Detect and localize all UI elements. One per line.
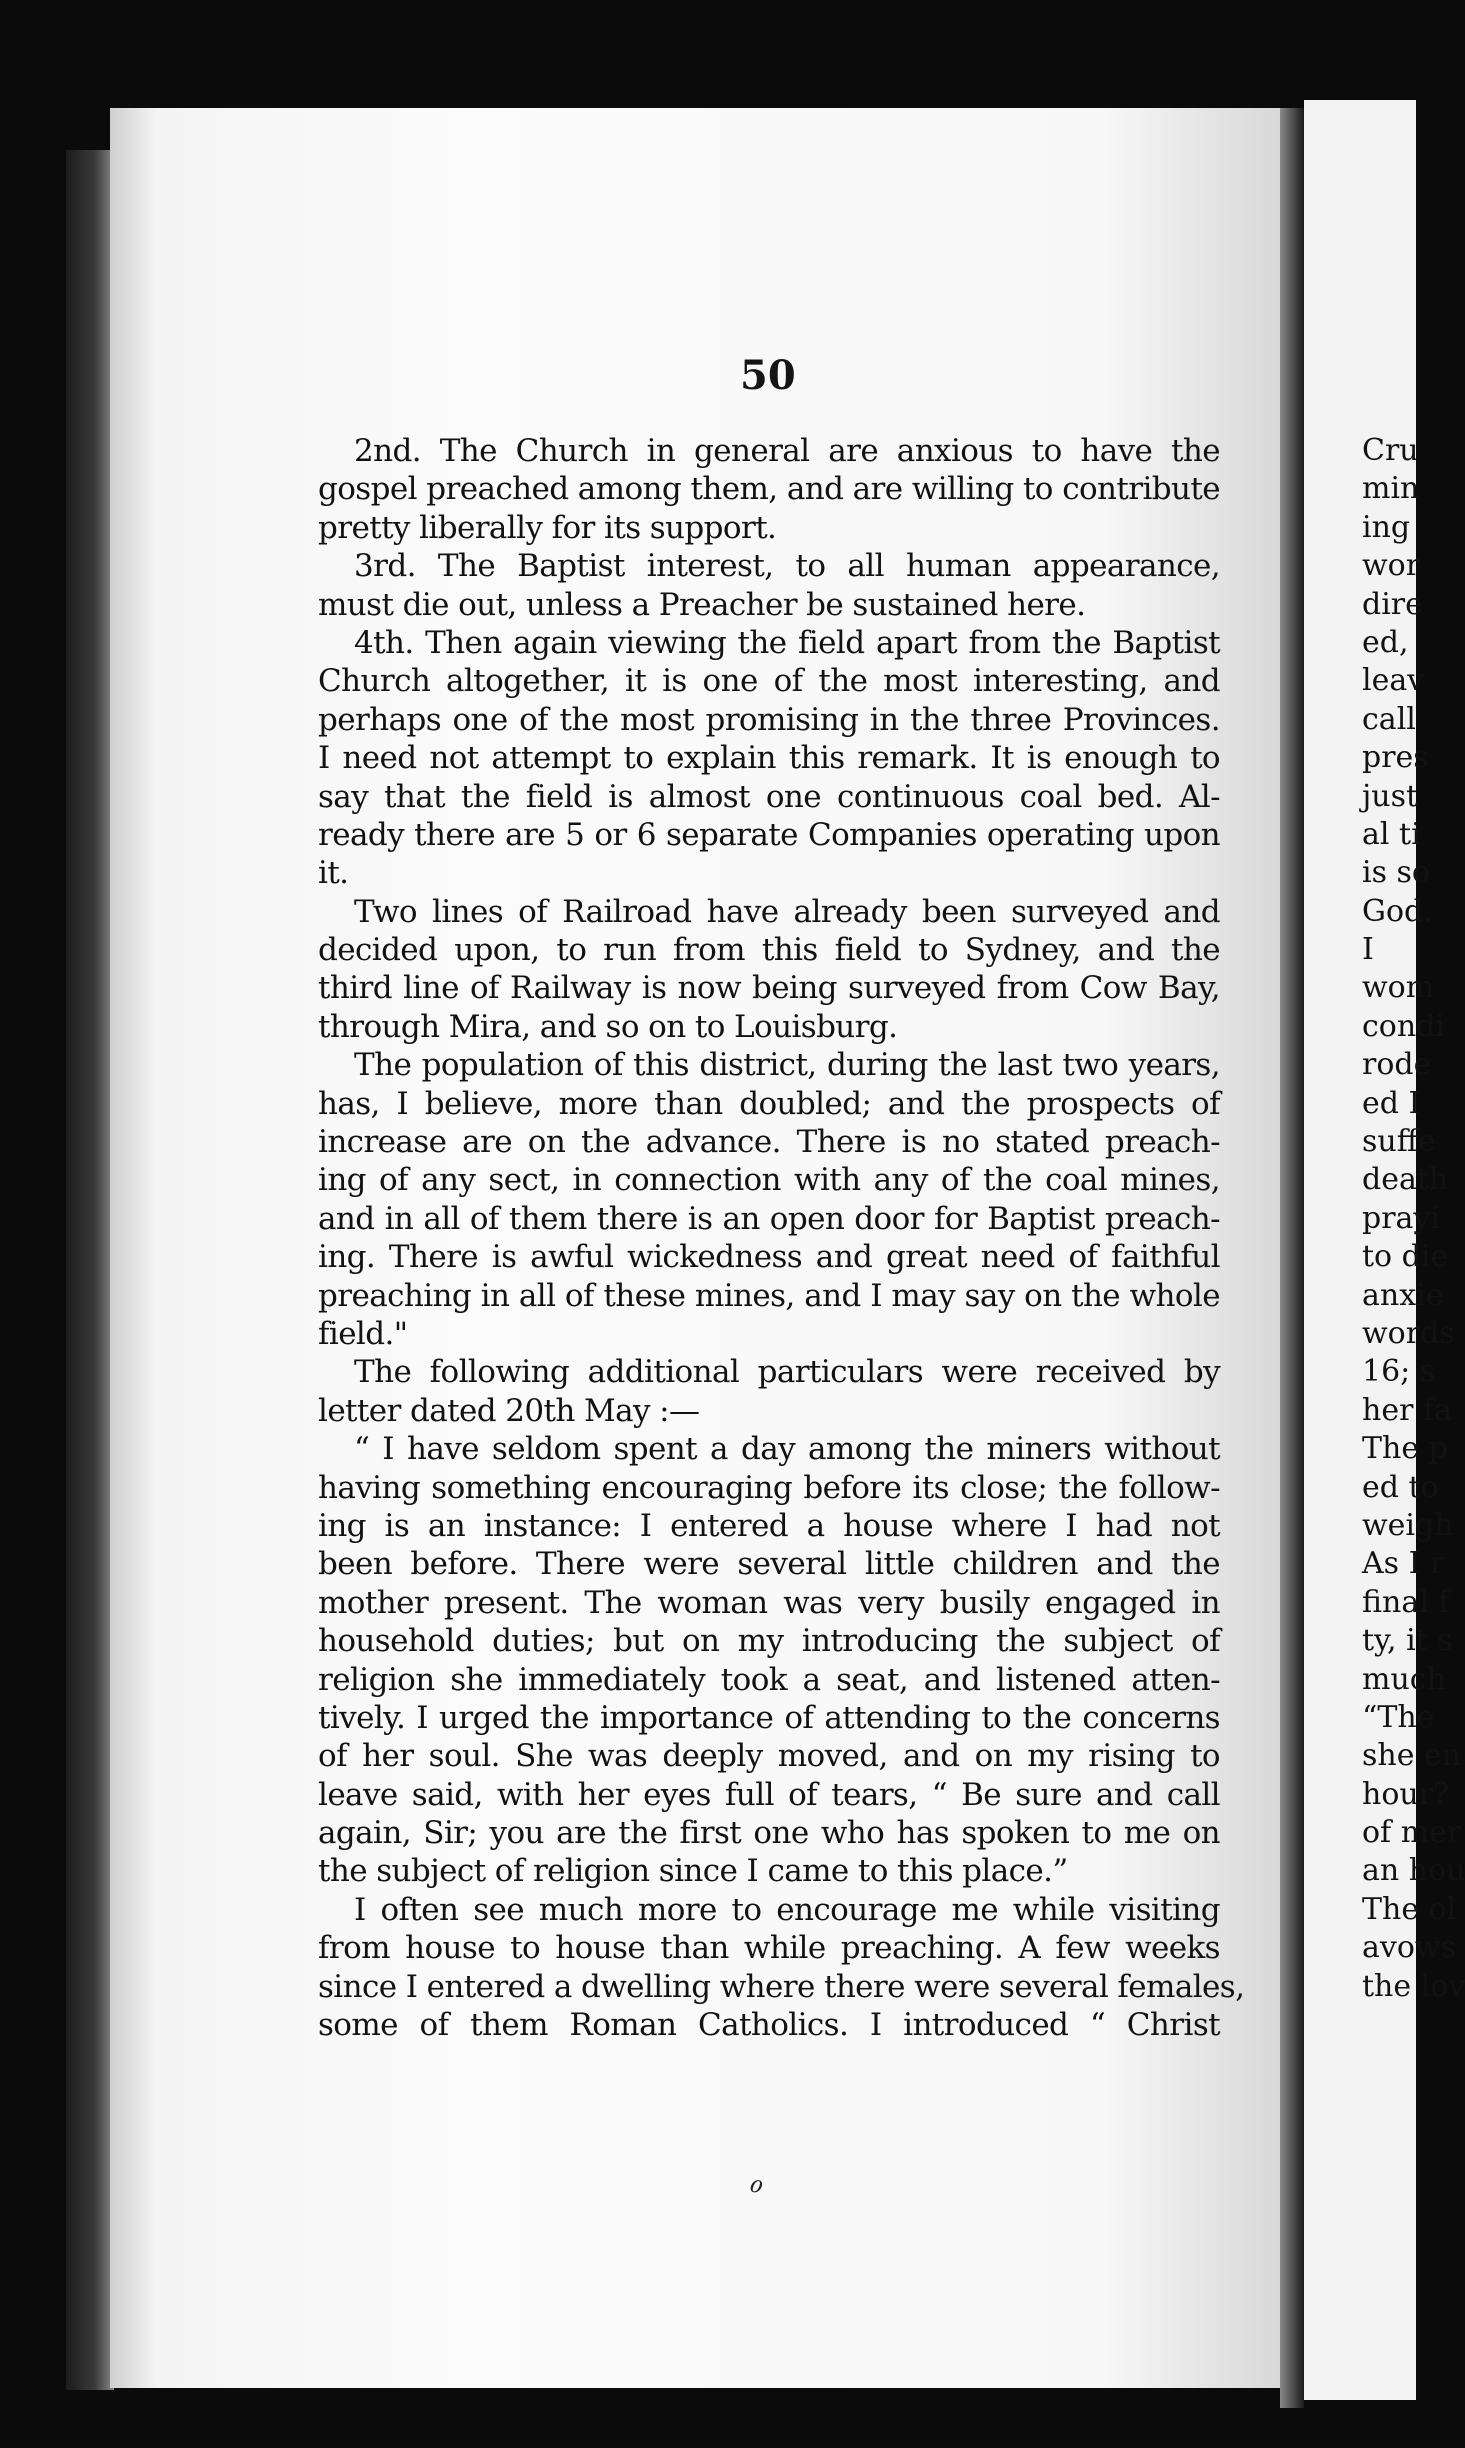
text-line: field." (318, 1315, 408, 1352)
facing-page-line: wom (1362, 970, 1435, 1006)
facing-page-line: ty, it s (1362, 1623, 1453, 1659)
facing-page-line: to die (1362, 1239, 1449, 1275)
text-line: ing is an instance: I entered a house where I had not (318, 1507, 1220, 1544)
facing-page-line: The ol (1362, 1891, 1457, 1927)
text-line: I often see much more to encourage me while visiting (354, 1891, 1220, 1928)
book-gutter (1280, 108, 1304, 2408)
text-line: gospel preached among them, and are willing to contribute (318, 471, 1220, 508)
text-line: pretty liberally for its support. (318, 509, 777, 546)
facing-page-line: suffe (1362, 1124, 1436, 1160)
facing-page-line: pres (1362, 740, 1429, 776)
facing-page-line: hour? (1362, 1776, 1450, 1812)
facing-page-line: much (1362, 1661, 1446, 1697)
facing-page-line: is so (1362, 855, 1430, 891)
facing-page-line: wor (1362, 548, 1421, 584)
facing-page-line: her fa (1362, 1392, 1452, 1428)
facing-page-line: final f (1362, 1584, 1450, 1620)
text-line: the subject of religion since I came to this place.” (318, 1853, 1068, 1890)
facing-page-line: 16; s (1362, 1354, 1436, 1390)
text-line: perhaps one of the most promising in the three Provinces. (318, 701, 1220, 738)
text-line: having something encouraging before its close; the follow- (318, 1469, 1220, 1506)
facing-page-line: call (1362, 701, 1416, 737)
text-line: and in all of them there is an open door for Baptist preach- (318, 1200, 1220, 1237)
text-line: letter dated 20th May :— (318, 1392, 700, 1429)
book-edge-left (66, 150, 114, 2390)
text-line: must die out, unless a Preacher be sustained here. (318, 586, 1086, 623)
text-line: The following additional particulars were received by (354, 1354, 1220, 1391)
text-line: decided upon, to run from this field to Sydney, and the (318, 932, 1220, 969)
facing-page-line: she en (1362, 1738, 1462, 1774)
facing-page-line: ing (1362, 509, 1411, 545)
facing-page-line: prayi (1362, 1200, 1440, 1236)
facing-page-line: just (1362, 778, 1419, 814)
facing-page-line: min (1362, 471, 1420, 507)
facing-page-line: The p (1362, 1431, 1448, 1467)
text-line: has, I believe, more than doubled; and the prospects of (318, 1085, 1220, 1122)
text-line: again, Sir; you are the first one who has spoken to me on (318, 1815, 1220, 1852)
facing-page-line: ed to (1362, 1469, 1439, 1505)
facing-page-text (1362, 432, 1465, 2006)
text-line: household duties; but on my introducing the subject of (318, 1623, 1220, 1660)
text-line: third line of Railway is now being surveyed from Cow Bay, (318, 970, 1220, 1007)
facing-page-line: I (1362, 932, 1374, 968)
text-line: preaching in all of these mines, and I may say on the whole (318, 1277, 1220, 1314)
text-line: through Mira, and so on to Louisburg. (318, 1008, 898, 1045)
facing-page-line: God. (1362, 893, 1433, 929)
text-line: some of them Roman Catholics. I introduced “ Christ (318, 2007, 1220, 2044)
facing-page-line: ed, (1362, 624, 1409, 660)
text-line: Two lines of Railroad have already been surveyed and (354, 893, 1220, 930)
facing-page-line: the lov (1362, 1968, 1465, 2004)
text-line: 2nd. The Church in general are anxious to have the (354, 433, 1220, 469)
facing-page-line: al ti (1362, 816, 1421, 852)
text-line: leave said, with her eyes full of tears, “ Be sure and call (318, 1776, 1220, 1813)
facing-page-line: anxie (1362, 1277, 1444, 1313)
text-line: Church altogether, it is one of the most interesting, and (318, 663, 1220, 700)
bottom-mark: ℴ (748, 2165, 762, 2200)
facing-page-line: dire (1362, 586, 1423, 622)
text-line: been before. There were several little children and the (318, 1546, 1220, 1583)
text-line: ready there are 5 or 6 separate Companies operating upon (318, 816, 1220, 853)
text-line: ing of any sect, in connection with any of the coal mines, (318, 1162, 1220, 1199)
facing-page-line: weigh (1362, 1507, 1454, 1543)
text-line: mother present. The woman was very busily engaged in (318, 1584, 1220, 1621)
text-line: religion she immediately took a seat, and listened atten- (318, 1661, 1220, 1698)
facing-page-line: “The (1362, 1699, 1435, 1735)
facing-page-line: death (1362, 1162, 1449, 1198)
facing-page-line: Cru (1362, 433, 1419, 468)
text-line: tively. I urged the importance of attending to the concerns (318, 1699, 1220, 1736)
facing-page-line: avows (1362, 1930, 1456, 1966)
text-line: I need not attempt to explain this remark. It is enough to (318, 740, 1220, 777)
text-line: from house to house than while preaching. A few weeks (318, 1930, 1220, 1967)
text-line: The population of this district, during the last two years, (354, 1047, 1220, 1084)
text-line: 3rd. The Baptist interest, to all human appearance, (354, 548, 1220, 585)
text-line: of her soul. She was deeply moved, and on my rising to (318, 1738, 1220, 1775)
facing-page-line: an hou (1362, 1853, 1465, 1889)
body-text (318, 432, 1245, 2044)
facing-page-line: As I r (1362, 1546, 1445, 1582)
facing-page-line: leav (1362, 663, 1425, 699)
facing-page-line: of mer (1362, 1815, 1462, 1851)
text-line: ing. There is awful wickedness and great need of faithful (318, 1239, 1220, 1276)
facing-page-line: condi (1362, 1008, 1445, 1044)
text-line: increase are on the advance. There is no stated preach- (318, 1124, 1220, 1161)
facing-page-line: words (1362, 1315, 1455, 1351)
facing-page-line: rode (1362, 1047, 1432, 1083)
text-line: say that the field is almost one continuous coal bed. Al- (318, 778, 1220, 815)
text-line: it. (318, 855, 349, 892)
text-line: “ I have seldom spent a day among the miners without (354, 1431, 1220, 1468)
text-line: 4th. Then again viewing the field apart from the Baptist (354, 624, 1220, 661)
facing-page-line: ed I (1362, 1085, 1421, 1121)
text-line: since I entered a dwelling where there were several females, (318, 1968, 1245, 2005)
page-number: 50 (740, 352, 796, 399)
